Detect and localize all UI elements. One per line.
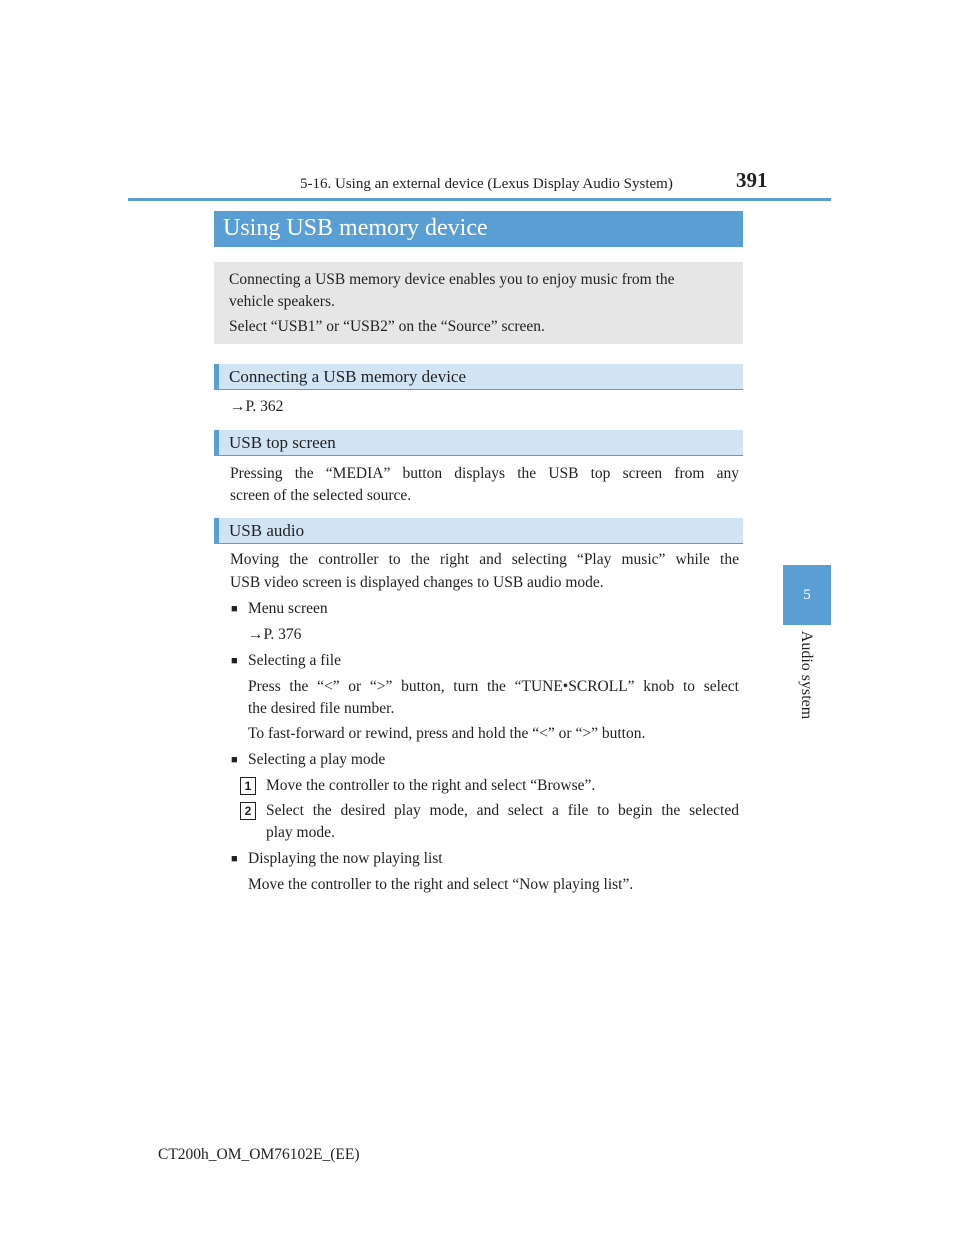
bullet-icon: ■: [231, 603, 238, 615]
body-line: USB video screen is displayed changes to USB audio mode.: [230, 574, 604, 591]
body-line: Pressing the “MEDIA” button displays the USB top screen from any: [230, 465, 739, 482]
subheading-connecting: Connecting a USB memory device: [229, 367, 467, 386]
bullet-icon: ■: [231, 754, 238, 766]
item-line: Move the controller to the right and select “Now playing list”.: [248, 876, 634, 893]
intro-line: vehicle speakers.: [229, 293, 335, 310]
item-line: Press the “<” or “>” button, turn the “TUNE•SCROLL” knob to select: [248, 678, 739, 695]
bullet-icon: ■: [231, 853, 238, 865]
item-title-selecting-file: Selecting a file: [248, 652, 341, 669]
step-line: play mode.: [266, 824, 335, 841]
intro-line: Connecting a USB memory device enables you to enjoy music from the: [229, 271, 675, 288]
page-reference-link[interactable]: →P. 362: [230, 398, 284, 415]
page-reference-link[interactable]: →P. 376: [248, 626, 302, 643]
item-title-play-mode: Selecting a play mode: [248, 751, 386, 768]
body-line: screen of the selected source.: [230, 487, 412, 504]
page-number: 391: [736, 168, 768, 192]
subheading-usb-top-screen: USB top screen: [229, 433, 336, 452]
step-number-badge: 1: [240, 777, 256, 795]
item-line: To fast-forward or rewind, press and hold the “<” or “>” button.: [248, 725, 646, 742]
intro-line: Select “USB1” or “USB2” on the “Source” screen.: [229, 318, 545, 335]
step-line: Select the desired play mode, and select a file to begin the selected: [266, 802, 739, 819]
running-header: 5-16. Using an external device (Lexus Display Audio System): [300, 176, 673, 192]
item-title-now-playing: Displaying the now playing list: [248, 850, 443, 867]
page-title: Using USB memory device: [223, 215, 488, 241]
item-title-menu-screen: Menu screen: [248, 600, 328, 617]
subheading-usb-audio: USB audio: [229, 521, 305, 540]
header-rule: [128, 198, 831, 201]
bullet-icon: ■: [231, 655, 238, 667]
document-footer: CT200h_OM_OM76102E_(EE): [158, 1146, 360, 1163]
step-line: Move the controller to the right and select “Browse”.: [266, 777, 596, 794]
chapter-tab: 5: [783, 565, 831, 625]
chapter-label: Audio system: [798, 630, 815, 720]
step-number-badge: 2: [240, 802, 256, 820]
body-line: Moving the controller to the right and selecting “Play music” while the: [230, 551, 739, 568]
item-line: the desired file number.: [248, 700, 395, 717]
